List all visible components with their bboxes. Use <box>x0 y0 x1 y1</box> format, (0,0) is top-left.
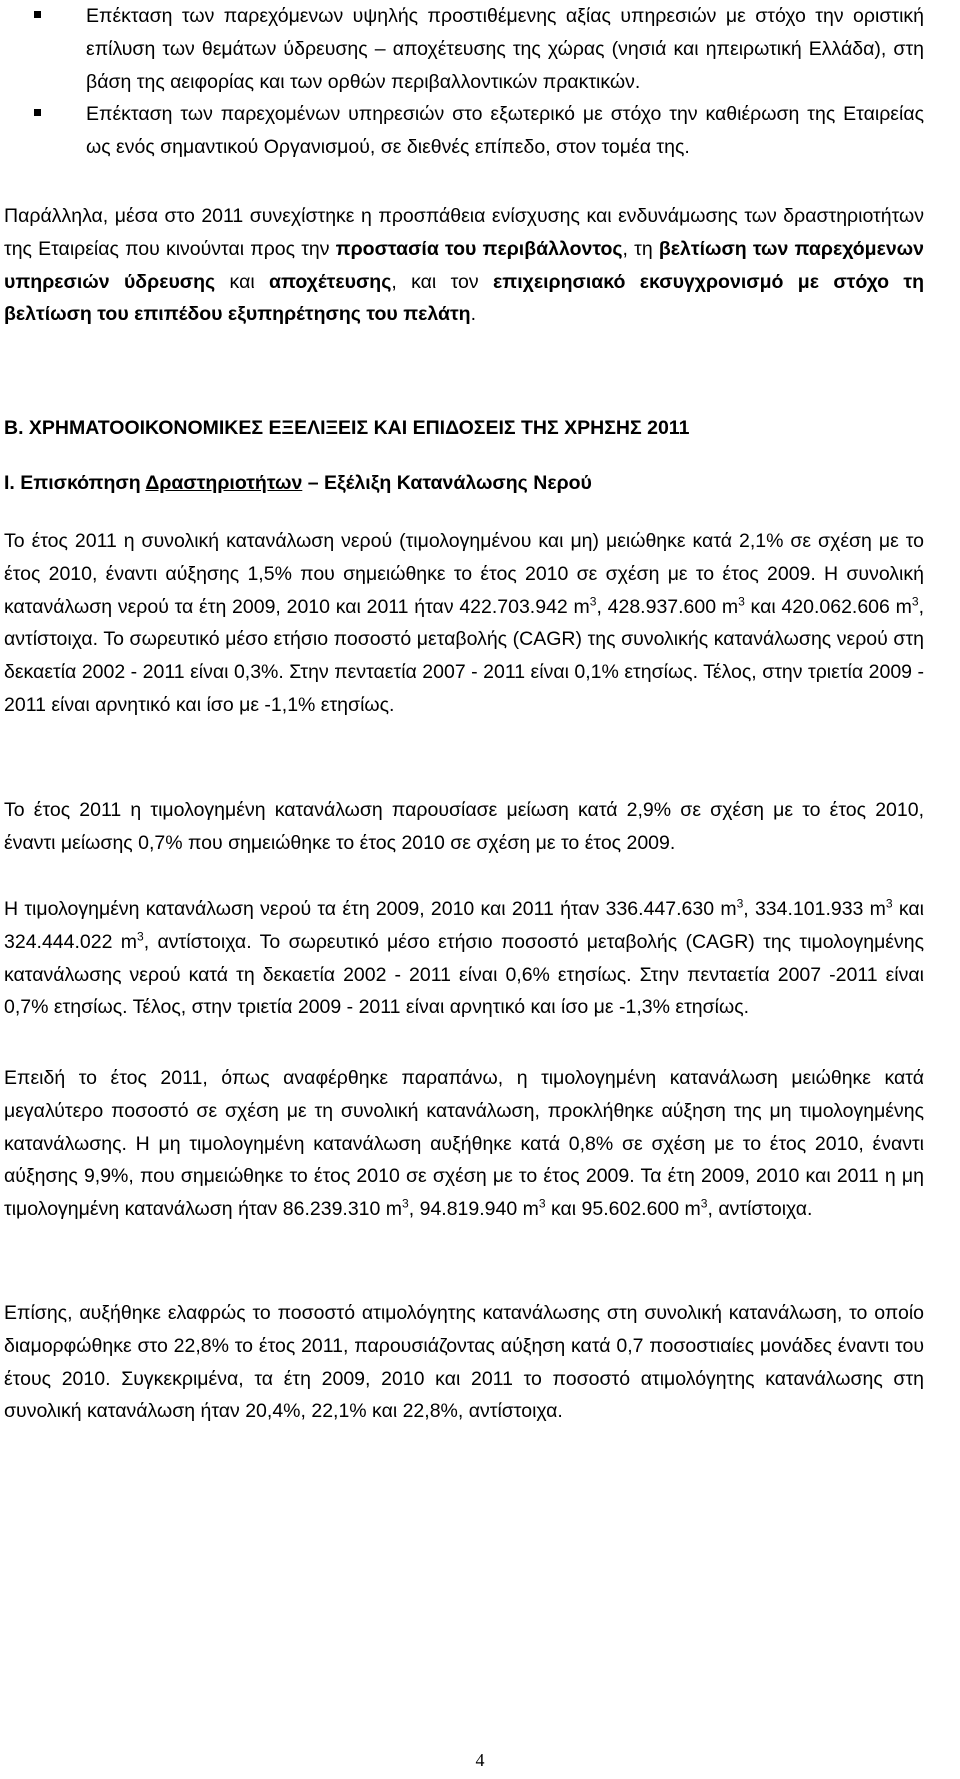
superscript-3: 3 <box>736 896 744 911</box>
intro-bold-services: βελτίωση των παρεχόμενων υπηρεσιών ύδρευσης <box>4 237 924 293</box>
paragraph-text: και 95.602.600 m <box>545 1198 701 1221</box>
subsection-heading-underlined: Δραστηριοτήτων <box>145 472 303 494</box>
paragraph-text: και 420.062.606 m <box>744 595 912 618</box>
intro-text: , τη <box>622 237 659 260</box>
intro-text: και <box>215 270 270 293</box>
paragraph-unbilled-share: Επίσης, αυξήθηκε ελαφρώς το ποσοστό ατιμολόγητης κατανάλωσης στη συνολική κατανάλωση, το οποίο διαμορφώθηκε στο 22,8% το έτος 2011, παρουσιάζοντας αύξηση κατά 0,7 ποσοστιαίες μονάδες έναντι του έτους 2010. Συγκεκριμένα, τα έτη 2009, 2010 και 2011 το ποσοστό ατιμολόγητης κατανάλωσης στη συνολική κατανάλωση ήταν 20,4%, 22,1% και 22,8%, αντίστοιχα. <box>4 1302 924 1423</box>
paragraph-total-consumption <box>4 525 924 722</box>
superscript-3: 3 <box>738 594 745 609</box>
subsection-heading-suffix: – Εξέλιξη Κατανάλωσης Νερού <box>302 472 592 494</box>
bullet-text: Επέκταση των παρεχομένων υπηρεσιών στο εξωτερικό με στόχο την καθιέρωση της Εταιρείας ως ενός σημαντικού Οργανισμού, σε διεθνές επίπεδο, στον τομέα της. <box>86 103 924 159</box>
intro-bold-modernisation: επιχειρησιακό εκσυγχρονισμό με στόχο τη βελτίωση του επιπέδου εξυπηρέτησης του πελάτη <box>4 270 925 326</box>
subsection-heading <box>4 467 924 499</box>
superscript-3: 3 <box>911 594 919 609</box>
superscript-3: 3 <box>538 1196 546 1211</box>
intro-text: . <box>470 303 477 326</box>
paragraph-text: Το έτος 2011 η συνολική κατανάλωση νερού (τιμολογημένου και μη) μειώθηκε κατά 2,1% σε σχέση με το έτος 2010, έναντι αύξησης 1,5% που σημειώθηκε το έτος 2010 σε σχέση με το έτος 2009. Η συνολική κατανάλωση νερού τα έτη 2009, 2010 και 2011 ήταν 422.703.942 m <box>4 530 924 618</box>
page-number: 4 <box>475 1750 485 1770</box>
subsection-heading-prefix: Ι. Επισκόπηση <box>4 472 146 494</box>
paragraph-text: και 324.444.022 m <box>4 898 924 953</box>
superscript-3: 3 <box>402 1196 409 1211</box>
intro-bold-sewerage: αποχέτευσης <box>269 270 392 293</box>
paragraph-unbilled-consumption <box>4 1062 924 1226</box>
bullet-item <box>0 98 924 164</box>
paragraph-text: Η τιμολογημένη κατανάλωση νερού τα έτη 2009, 2010 και 2011 ήταν 336.447.630 m <box>4 898 737 920</box>
paragraph-text: , 428.937.600 m <box>596 595 739 618</box>
paragraph-text: , 94.819.940 m <box>408 1198 539 1221</box>
superscript-3: 3 <box>700 1196 708 1211</box>
section-heading: Β. ΧΡΗΜΑΤΟΟΙΚΟΝΟΜΙΚΕΣ ΕΞΕΛΙΞΕΙΣ ΚΑΙ ΕΠΙΔΟΣΕΙΣ ΤΗΣ ΧΡΗΣΗΣ 2011 <box>4 417 690 439</box>
bullet-item <box>0 0 924 98</box>
superscript-3: 3 <box>137 929 144 944</box>
superscript-3: 3 <box>885 896 893 911</box>
square-bullet-icon <box>34 11 41 18</box>
paragraph-text: , αντίστοιχα. Το σωρευτικό μέσο ετήσιο ποσοστό μεταβολής (CAGR) της συνολικής κατανάλωσης νερού στη δεκαετία 2002 - 2011 είναι 0,3%. Στην πενταετία 2007 - 2011 είναι 0,1% ετησίως. Τέλος, στην τριετία 2009 - 2011 είναι αρνητικό και ίσο με -1,1% ετησίως. <box>4 595 925 716</box>
paragraph-text: , αντίστοιχα. Το σωρευτικό μέσο ετήσιο ποσοστό μεταβολής (CAGR) της τιμολογημένης κατανάλωσης νερού κατά τη δεκαετία 2002 - 2011 είναι 0,6% ετησίως. Στην πενταετία 2007 -2011 είναι 0,7% ετησίως. Τέλος, στην τριετία 2009 - 2011 είναι αρνητικό και ίσο με -1,3% ετησίως. <box>4 930 924 1019</box>
intro-paragraph <box>4 200 924 331</box>
intro-bold-environment: προστασία του περιβάλλοντος <box>335 237 623 260</box>
bullet-text: Επέκταση των παρεχόμενων υψηλής προστιθέμενης αξίας υπηρεσιών με στόχο την οριστική επίλυση των θεμάτων ύδρευσης – αποχέτευσης της χώρας (νησιά και ηπειρωτική Ελλάδα), στη βάση της αειφορίας και των ορθών περιβαλλοντικών πρακτικών. <box>86 5 924 93</box>
intro-text: Παράλληλα, μέσα στο 2011 συνεχίστηκε η προσπάθεια ενίσχυσης και ενδυνάμωσης των δραστηριοτήτων της Εταιρείας που κινούνται προς την <box>4 205 924 260</box>
superscript-3: 3 <box>589 594 597 609</box>
paragraph-billed-consumption <box>4 893 924 1024</box>
paragraph-text: Επειδή το έτος 2011, όπως αναφέρθηκε παραπάνω, η τιμολογημένη κατανάλωση μειώθηκε κατά μεγαλύτερο ποσοστό σε σχέση με τη συνολική κατανάλωση, προκλήθηκε αύξηση της μη τιμολογημένης κατανάλωσης. Η μη τιμολογημένη κατανάλωση αυξήθηκε κατά 0,8% σε σχέση με το έτος 2010, έναντι αύξησης 9,9%, που σημειώθηκε το έτος 2010 σε σχέση με το έτος 2009. Τα έτη 2009, 2010 και 2011 η μη τιμολογημένη κατανάλωση ήταν 86.239.310 m <box>4 1067 924 1221</box>
paragraph-text: , 334.101.933 m <box>743 898 886 920</box>
paragraph-text: , αντίστοιχα. <box>707 1198 813 1221</box>
bullet-list <box>0 0 924 164</box>
square-bullet-icon <box>34 109 41 116</box>
paragraph-billed-change: Το έτος 2011 η τιμολογημένη κατανάλωση παρουσίασε μείωση κατά 2,9% σε σχέση με το έτος 2010, έναντι μείωσης 0,7% που σημειώθηκε το έτος 2010 σε σχέση με το έτος 2009. <box>4 799 924 854</box>
intro-text: , και τον <box>391 270 494 293</box>
